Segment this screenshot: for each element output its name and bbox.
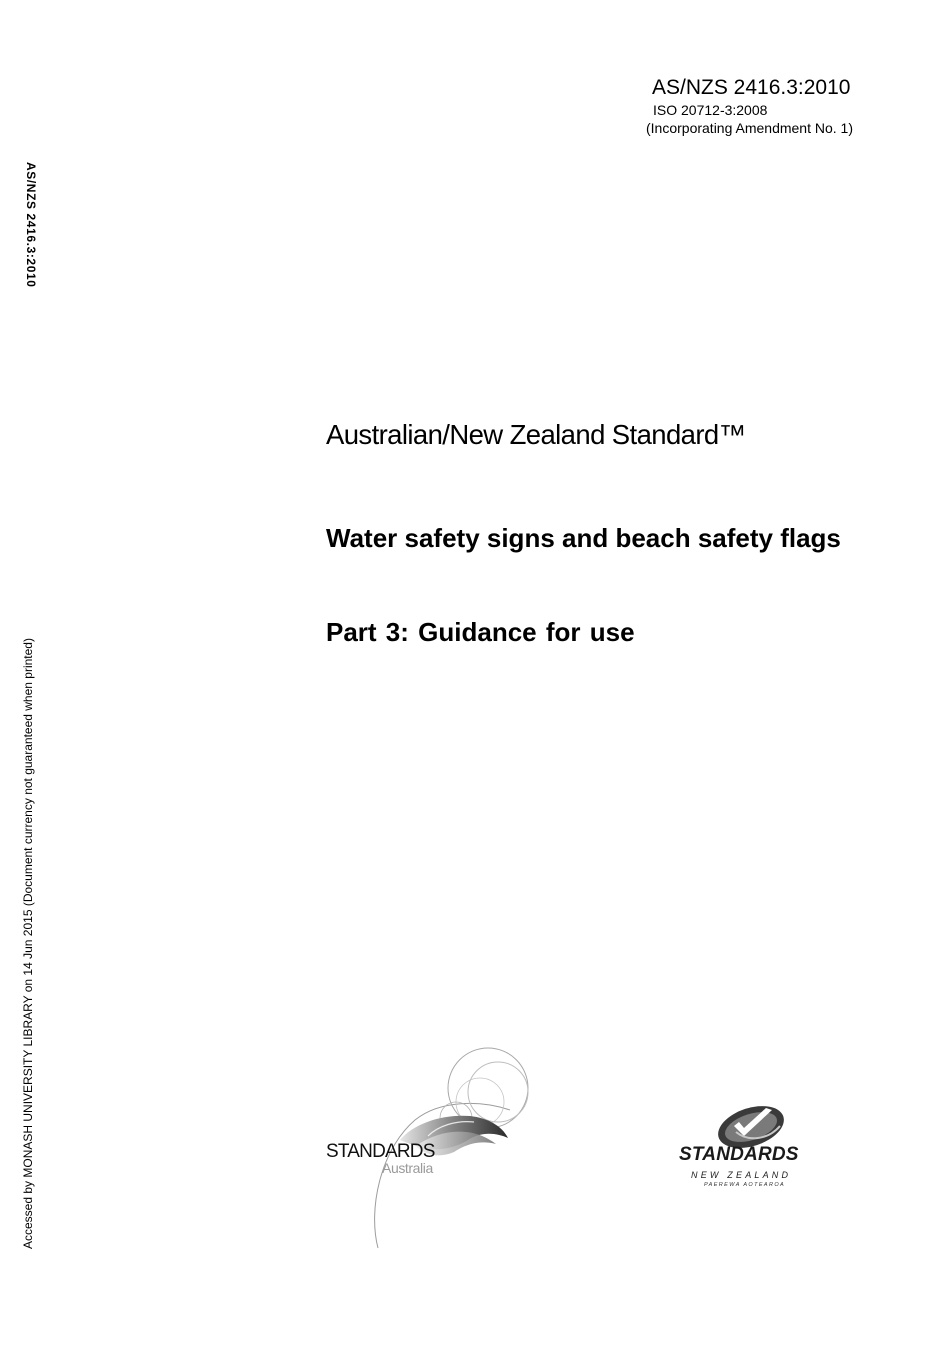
- standards-australia-subtitle: Australia: [382, 1160, 433, 1176]
- spine-label-text: AS/NZS 2416.3:2010: [24, 162, 38, 288]
- standards-nz-maori-subtitle: PAEREWA AOTEAROA: [704, 1182, 786, 1188]
- standards-new-zealand-logo: [676, 1102, 826, 1197]
- standards-nz-subtitle: NEW ZEALAND: [691, 1170, 792, 1180]
- standards-nz-wordmark: STANDARDS: [679, 1144, 799, 1165]
- amendment-note: (Incorporating Amendment No. 1): [646, 120, 853, 136]
- access-notice-text: Accessed by MONASH UNIVERSITY LIBRARY on 14 Jun 2015 (Document currency not guaranteed when printed): [21, 638, 35, 1249]
- document-title: Water safety signs and beach safety flags: [326, 523, 841, 553]
- standards-australia-logo: [320, 1040, 540, 1255]
- part-title: Part 3: Guidance for use: [326, 617, 635, 647]
- standards-australia-wordmark: STANDARDS: [326, 1141, 435, 1162]
- series-title: Australian/New Zealand Standard™: [326, 419, 746, 450]
- iso-number: ISO 20712-3:2008: [653, 102, 768, 118]
- standard-number: AS/NZS 2416.3:2010: [652, 76, 851, 99]
